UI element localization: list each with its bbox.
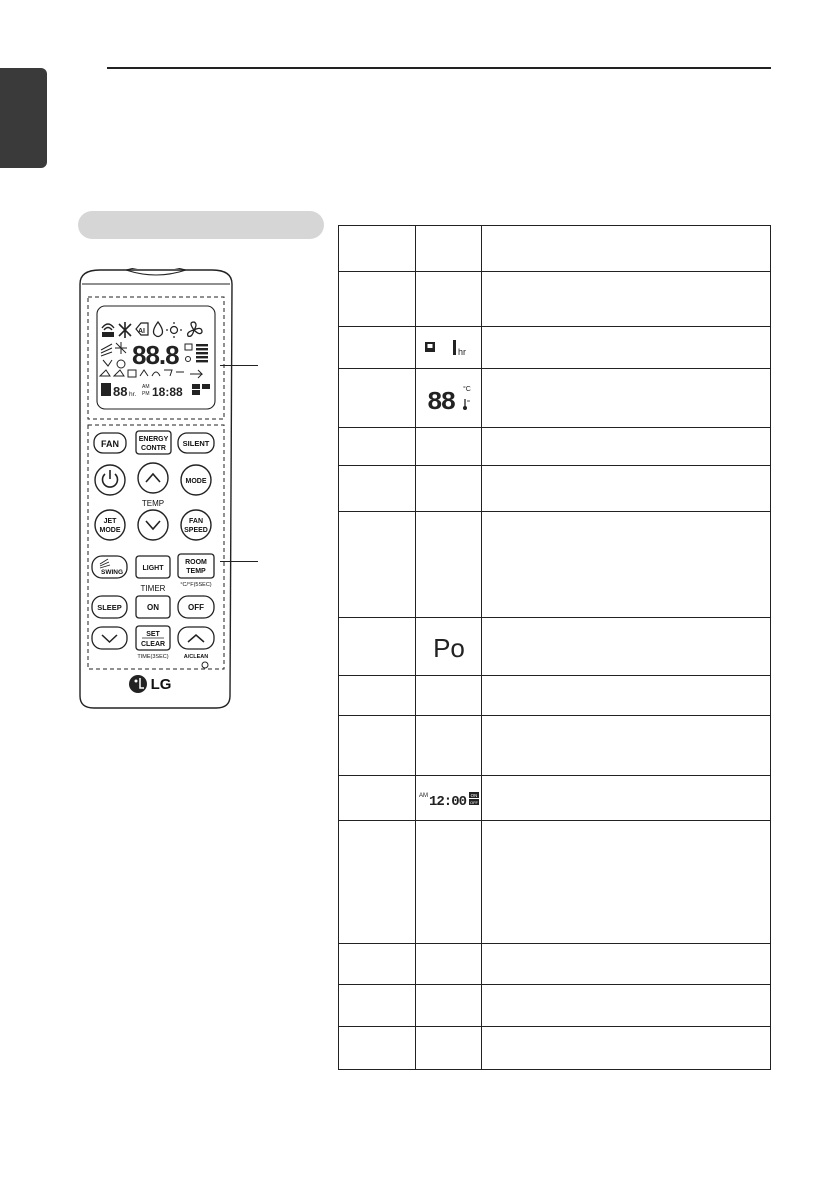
svg-text:SET: SET <box>146 631 160 638</box>
energy-control-button[interactable] <box>136 431 171 454</box>
svg-text:hr: hr <box>457 346 466 357</box>
svg-text:OFF: OFF <box>188 603 204 612</box>
time-sec-label: TIME(3SEC) <box>137 654 169 660</box>
svg-text:88.8: 88.8 <box>132 340 179 370</box>
svg-text:JET: JET <box>103 518 117 525</box>
time-up-button[interactable] <box>178 627 214 649</box>
time-down-button[interactable] <box>92 627 127 649</box>
svg-text:°C: °C <box>462 386 471 393</box>
power-button[interactable] <box>95 465 125 495</box>
svg-text:88: 88 <box>113 384 128 399</box>
svg-text:AM: AM <box>418 793 428 799</box>
table-row <box>339 512 771 618</box>
svg-text:SLEEP: SLEEP <box>97 603 122 612</box>
sleep-button[interactable] <box>92 596 127 618</box>
timer-label: TIMER <box>140 584 166 593</box>
table-row <box>339 1027 771 1070</box>
timer-off-button[interactable] <box>178 596 214 618</box>
svg-text:AM: AM <box>142 384 150 390</box>
svg-text:CONTR: CONTR <box>141 445 166 452</box>
display-description-table <box>338 225 771 1070</box>
reset-icon <box>202 662 208 668</box>
thermometer-icon <box>463 399 470 410</box>
swing-button[interactable] <box>92 556 127 578</box>
svg-text:AI: AI <box>138 328 145 335</box>
lcd-display <box>100 322 210 399</box>
svg-text:Po: Po <box>432 632 465 663</box>
svg-text:18:88: 18:88 <box>152 385 183 399</box>
svg-text:12:00: 12:00 <box>428 794 466 810</box>
svg-text:SPEED: SPEED <box>184 527 208 534</box>
svg-text:CLEAR: CLEAR <box>140 641 166 648</box>
temp-label: TEMP <box>141 499 165 508</box>
svg-text:ON: ON <box>147 603 159 612</box>
svg-text:FAN: FAN <box>189 518 203 525</box>
light-button[interactable] <box>136 556 170 578</box>
svg-text:SWING: SWING <box>100 569 124 576</box>
svg-text:OFF: OFF <box>469 800 478 805</box>
table-row <box>339 369 771 428</box>
a-clean-label: A/CLEAN <box>183 654 209 660</box>
timer-on-button[interactable] <box>136 596 170 618</box>
table-row <box>339 676 771 716</box>
table-row <box>339 944 771 985</box>
room-temp-sublabel: °C/°F(5SEC) <box>180 582 212 588</box>
table-row <box>339 618 771 676</box>
svg-text:MODE: MODE <box>185 478 207 485</box>
clock-icon <box>417 786 481 810</box>
svg-text:MODE: MODE <box>99 527 121 534</box>
set-clear-button[interactable] <box>136 626 170 650</box>
po-code-icon <box>419 630 479 664</box>
svg-text:hr.: hr. <box>129 391 137 398</box>
language-side-tab <box>0 68 47 168</box>
svg-text:TEMP: TEMP <box>186 568 206 575</box>
lg-logo <box>129 675 171 693</box>
temp-up-button[interactable] <box>138 463 168 493</box>
energy-timer-icon <box>419 335 479 361</box>
fan-button[interactable] <box>94 433 126 453</box>
table-row <box>339 226 771 272</box>
section-heading-bar <box>78 211 324 239</box>
svg-text:FAN: FAN <box>101 439 119 449</box>
room-temp-button[interactable] <box>178 554 214 578</box>
table-row <box>339 716 771 776</box>
temp-down-button[interactable] <box>138 510 168 540</box>
table-row <box>339 272 771 327</box>
svg-text:ROOM: ROOM <box>185 559 207 566</box>
mode-button[interactable] <box>181 465 211 495</box>
table-row <box>339 985 771 1027</box>
table-row <box>339 776 771 821</box>
svg-text:LG: LG <box>150 676 172 693</box>
table-row <box>339 466 771 512</box>
table-row <box>339 327 771 369</box>
table-row <box>339 428 771 466</box>
header-rule <box>107 67 771 69</box>
table-row <box>339 821 771 944</box>
svg-text:SILENT: SILENT <box>182 439 210 448</box>
svg-text:ENERGY: ENERGY <box>138 436 169 443</box>
temperature-icon <box>419 381 479 415</box>
jet-mode-button[interactable] <box>95 510 125 540</box>
svg-text:PM: PM <box>142 391 150 397</box>
silent-button[interactable] <box>178 433 214 453</box>
svg-text:88: 88 <box>426 387 454 415</box>
fan-speed-button[interactable] <box>181 510 211 540</box>
svg-text:LIGHT: LIGHT <box>142 565 164 572</box>
svg-text:ON: ON <box>470 793 477 798</box>
remote-control <box>70 268 242 713</box>
